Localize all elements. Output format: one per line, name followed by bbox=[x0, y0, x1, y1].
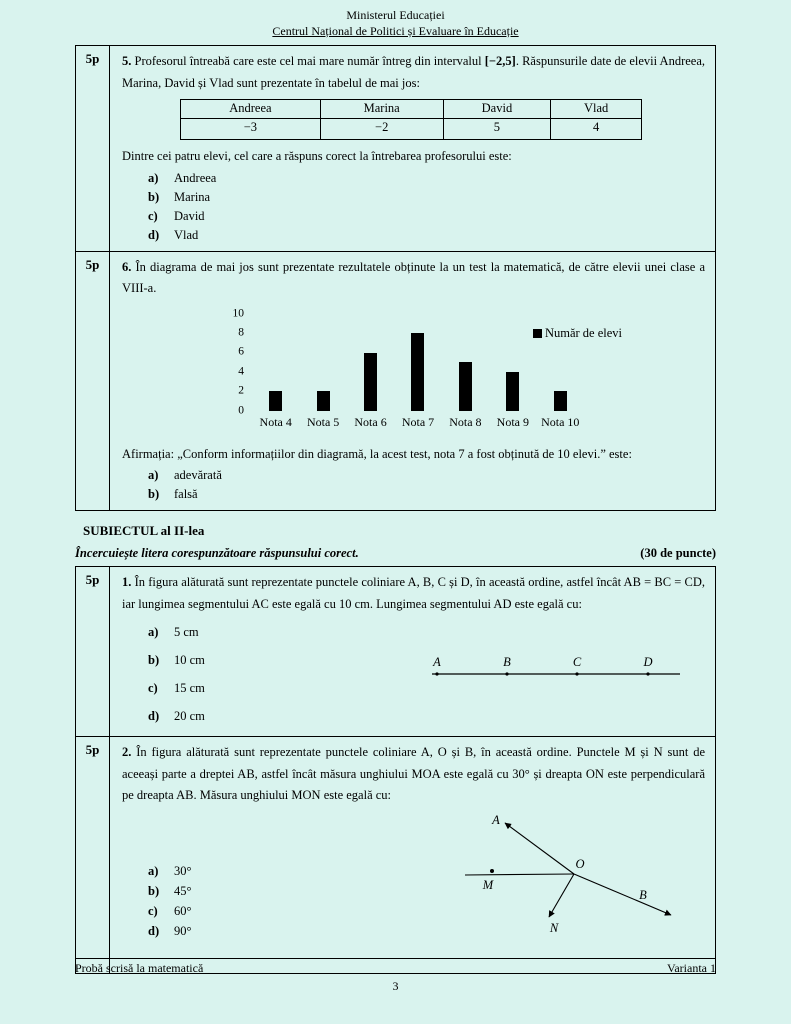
page-footer bbox=[75, 958, 716, 994]
point-label-M: M bbox=[482, 877, 493, 892]
s2-question-1-options bbox=[148, 618, 205, 730]
point-label-A: A bbox=[491, 812, 500, 827]
footer-row bbox=[75, 961, 716, 976]
page-content bbox=[75, 45, 716, 974]
question-6-intro bbox=[122, 257, 705, 300]
s2-question-1-number: 1. bbox=[122, 575, 132, 590]
s2q2-option-c bbox=[148, 901, 192, 921]
chart-x-label: Nota 7 bbox=[401, 414, 435, 429]
chart-y-tick: 0 bbox=[238, 403, 244, 416]
option-text: 20 cm bbox=[174, 709, 205, 724]
option-letter: b) bbox=[148, 883, 160, 898]
option-letter: a) bbox=[148, 170, 159, 185]
question-6-points: 5p bbox=[76, 251, 110, 511]
subject2-questions-table bbox=[75, 566, 716, 974]
option-letter: c) bbox=[148, 903, 158, 918]
s2-question-1-text bbox=[122, 572, 705, 615]
subject2-heading: SUBIECTUL al II-lea bbox=[83, 523, 205, 539]
point-M bbox=[490, 869, 494, 873]
s2-question-1-lower bbox=[122, 617, 705, 730]
question-5-row bbox=[76, 46, 716, 252]
answers-value-cell: 4 bbox=[551, 119, 642, 140]
option-text: 60° bbox=[174, 903, 192, 918]
point-label-O: O bbox=[574, 856, 585, 871]
option-text: Andreea bbox=[174, 170, 217, 185]
chart-bar-column bbox=[394, 314, 441, 411]
chart-plot-area bbox=[252, 314, 622, 411]
points-note: (30 de puncte) bbox=[640, 546, 716, 561]
question-5-body bbox=[110, 46, 716, 252]
chart-x-label: Nota 9 bbox=[496, 414, 529, 429]
question-6-statement: Afirmația: „Conform informațiilor din diagramă, la acest test, nota 7 a fost obținută de 10 elevi.” este: bbox=[122, 446, 632, 461]
legend-marker-square bbox=[533, 329, 542, 338]
national-center-line: Centrul Național de Politici și Evaluare în Educație bbox=[272, 23, 519, 38]
bar-chart bbox=[228, 306, 622, 430]
chart-y-tick: 4 bbox=[238, 365, 244, 378]
question-5-number: 5. bbox=[122, 54, 132, 69]
chart-y-tick: 8 bbox=[238, 326, 244, 339]
option-text: Vlad bbox=[174, 227, 199, 242]
point-label-C: C bbox=[572, 655, 582, 670]
chart-y-tick: 6 bbox=[238, 345, 244, 358]
option-letter: d) bbox=[148, 227, 160, 242]
option-text: 15 cm bbox=[174, 681, 205, 696]
subject2-question-1-row bbox=[76, 567, 716, 737]
interval-notation: [−2,5] bbox=[484, 54, 516, 69]
option-letter: a) bbox=[148, 468, 159, 483]
chart-legend bbox=[533, 326, 622, 341]
chart-x-label: Nota 5 bbox=[306, 414, 340, 429]
option-letter: a) bbox=[148, 863, 159, 878]
footer-variant-text: Varianta 1 bbox=[667, 961, 716, 975]
chart-y-axis bbox=[228, 306, 246, 416]
option-text: adevărată bbox=[174, 468, 222, 483]
instruction-text: Încercuiește litera corespunzătoare răspunsului corect. bbox=[75, 546, 359, 561]
figure-collinear-points bbox=[430, 653, 685, 681]
answers-header-cell: Vlad bbox=[551, 100, 642, 119]
question-5-intro bbox=[122, 51, 705, 94]
question-6-body bbox=[110, 251, 716, 511]
s2q1-option-d bbox=[148, 702, 205, 730]
s2-question-2-points: 5p bbox=[76, 737, 110, 974]
q6-option-b bbox=[148, 485, 705, 504]
option-text: 30° bbox=[174, 863, 192, 878]
q5-option-d bbox=[148, 226, 705, 245]
chart-bar bbox=[269, 391, 282, 410]
legend-label: Număr de elevi bbox=[544, 325, 622, 340]
s2-question-2-text bbox=[122, 742, 705, 807]
option-letter: b) bbox=[148, 653, 160, 668]
chart-x-label: Nota 6 bbox=[354, 414, 387, 429]
chart-x-label: Nota 4 bbox=[259, 414, 292, 429]
subject1-questions-table bbox=[75, 45, 716, 511]
q5-option-b bbox=[148, 188, 705, 207]
students-answers-table bbox=[180, 99, 642, 140]
chart-x-label: Nota 8 bbox=[449, 414, 482, 429]
chart-bar bbox=[364, 353, 377, 411]
chart-bar-column bbox=[347, 314, 394, 411]
point-C bbox=[575, 673, 578, 676]
answers-value-cell: −3 bbox=[181, 119, 321, 140]
ray-OM bbox=[465, 874, 574, 875]
s2q1-option-c bbox=[148, 674, 205, 702]
point-B bbox=[505, 673, 508, 676]
ray-OA bbox=[505, 823, 574, 874]
point-label-B: B bbox=[503, 655, 511, 670]
s2-question-2-options bbox=[148, 861, 192, 967]
option-letter: c) bbox=[148, 208, 158, 223]
figure-angles bbox=[447, 811, 683, 935]
point-label-D: D bbox=[643, 655, 653, 670]
point-label-B: B bbox=[638, 887, 647, 902]
answers-table-values-row bbox=[181, 119, 642, 140]
page-header bbox=[0, 0, 791, 39]
q6-option-a bbox=[148, 466, 705, 485]
footer-left-text: Probă scrisă la matematică bbox=[75, 961, 204, 975]
chart-bar bbox=[459, 362, 472, 411]
chart-bar bbox=[317, 391, 330, 410]
ray-ON bbox=[549, 874, 574, 917]
s2q2-option-b bbox=[148, 881, 192, 901]
question-6-options bbox=[148, 466, 705, 504]
option-text: 90° bbox=[174, 923, 192, 938]
chart-main-row bbox=[228, 306, 622, 430]
answers-header-cell: Marina bbox=[320, 100, 443, 119]
option-letter: a) bbox=[148, 625, 159, 640]
option-text: Marina bbox=[174, 189, 211, 204]
ministry-line: Ministerul Educației bbox=[346, 8, 445, 22]
question-6-row bbox=[76, 251, 716, 511]
answers-value-cell: 5 bbox=[443, 119, 551, 140]
s2q2-option-d bbox=[148, 921, 192, 941]
s2q1-option-b bbox=[148, 646, 205, 674]
option-letter: d) bbox=[148, 923, 160, 938]
subject2-instruction-row bbox=[75, 546, 716, 561]
option-text: 10 cm bbox=[174, 653, 205, 668]
answers-header-cell: David bbox=[443, 100, 551, 119]
point-label-N: N bbox=[549, 920, 558, 935]
chart-x-label: Nota 10 bbox=[541, 414, 580, 429]
s2-question-2-lower bbox=[122, 809, 705, 967]
answers-table-header-row bbox=[181, 100, 642, 119]
q5-option-c bbox=[148, 207, 705, 226]
option-text: 5 cm bbox=[174, 625, 199, 640]
chart-x-labels bbox=[252, 415, 584, 430]
chart-bar-column bbox=[489, 314, 536, 411]
option-letter: d) bbox=[148, 709, 160, 724]
option-text: David bbox=[174, 208, 205, 223]
s2-question-1-points: 5p bbox=[76, 567, 110, 737]
question-5-intro-post: . Răspunsurile date de elevii Andreea, Marina, David și Vlad sunt prezentate în tabelul de mai jos: bbox=[122, 54, 706, 90]
s2-question-1-statement: În figura alăturată sunt reprezentate punctele coliniare A, B, C și D, în această ordine, astfel încât AB = BC = CD, iar lungimea segmentului AC este egală cu 10 cm. Lungimea segmentului AD este egală cu: bbox=[122, 575, 705, 611]
option-letter: b) bbox=[148, 189, 160, 204]
ray-OB bbox=[574, 874, 671, 915]
q5-option-a bbox=[148, 169, 705, 188]
s2q1-option-a bbox=[148, 618, 205, 646]
question-5-options bbox=[148, 169, 705, 245]
chart-bar bbox=[411, 333, 424, 411]
s2-question-2-statement: În figura alăturată sunt reprezentate punctele coliniare A, O și B, în această ordine. Punctele M și N sunt de aceeași parte a dreptei AB, astfel încât măsura unghiului MOA este egală cu 30° și dreapta ON este perpendiculară pe dreapta AB. Măsura unghiului MON este egală cu: bbox=[122, 745, 705, 803]
point-label-A: A bbox=[433, 655, 441, 670]
chart-bar-column bbox=[252, 314, 299, 411]
point-D bbox=[646, 673, 649, 676]
point-A bbox=[435, 673, 438, 676]
question-5-intro-pre: Profesorul întreabă care este cel mai mare număr întreg din intervalul bbox=[134, 54, 485, 69]
s2-question-2-body bbox=[110, 737, 716, 974]
subject2-question-2-row bbox=[76, 737, 716, 974]
option-text: falsă bbox=[174, 487, 198, 502]
option-letter: b) bbox=[148, 487, 160, 502]
question-5-points: 5p bbox=[76, 46, 110, 252]
page-number: 3 bbox=[392, 979, 399, 993]
option-letter: c) bbox=[148, 681, 158, 696]
question-5-prompt: Dintre cei patru elevi, cel care a răspuns corect la întrebarea profesorului este: bbox=[122, 149, 512, 164]
s2-question-2-number: 2. bbox=[122, 745, 132, 760]
question-6-intro-text: În diagrama de mai jos sunt prezentate rezultatele obținute la un test la matematică, de către elevii unei clase a VIII-a. bbox=[122, 259, 705, 296]
answers-header-cell: Andreea bbox=[181, 100, 321, 119]
chart-y-tick: 10 bbox=[232, 306, 244, 319]
option-text: 45° bbox=[174, 883, 192, 898]
chart-bar-column bbox=[442, 314, 489, 411]
s2q2-option-a bbox=[148, 861, 192, 881]
answers-value-cell: −2 bbox=[320, 119, 443, 140]
chart-bar-column bbox=[299, 314, 346, 411]
question-6-number: 6. bbox=[122, 259, 132, 274]
s2-question-1-body bbox=[110, 567, 716, 737]
chart-y-tick: 2 bbox=[238, 384, 244, 397]
chart-bar bbox=[506, 372, 519, 411]
chart-bar bbox=[554, 391, 567, 410]
chart-plot-wrap bbox=[252, 314, 622, 430]
